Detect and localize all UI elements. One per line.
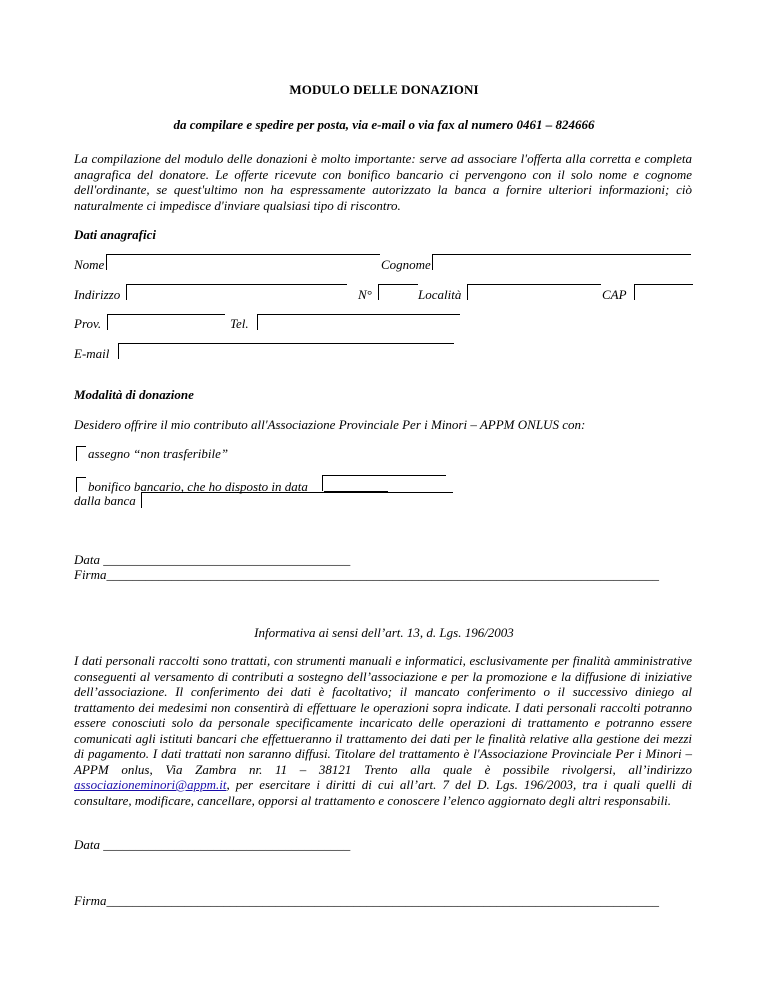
page-subtitle: da compilare e spedire per posta, via e-mail o via fax al numero 0461 – 824666 [173, 117, 595, 132]
nome-field[interactable] [106, 254, 380, 270]
localita-label: Località [418, 287, 462, 302]
indirizzo-label: Indirizzo [74, 287, 121, 302]
cap-label: CAP [602, 287, 627, 302]
anagrafica-heading: Dati anagrafici [74, 227, 156, 242]
localita-field[interactable] [467, 284, 601, 300]
bonifico-data-field[interactable] [322, 475, 446, 491]
privacy-text-after: , per esercitare i diritti di cui all’art. 7 del D. Lgs. 196/2003, tra i quali quelli di consultare, modificare, cancellare, opporsi al trattamento e conoscere l’elenco aggiornato degli altri responsabili. [74, 777, 692, 808]
donazione-description: Desidero offrire il mio contributo all'Associazione Provinciale Per i Minori – APPM ONLUS con: [74, 417, 586, 432]
privacy-email-link[interactable]: associazioneminori@appm.it [74, 777, 227, 792]
cognome-label: Cognome [381, 257, 431, 272]
page-title: MODULO DELLE DONAZIONI [289, 82, 479, 97]
indirizzo-field[interactable] [126, 284, 347, 300]
bonifico-label: bonifico bancario, che ho disposto in data [88, 479, 308, 494]
numero-label: N° [358, 287, 372, 302]
data-line-2[interactable]: Data ______________________________________ [74, 837, 351, 852]
nome-label: Nome [74, 257, 105, 272]
privacy-paragraph [74, 653, 692, 808]
assegno-label: assegno “non trasferibile” [88, 446, 229, 461]
email-label: E-mail [74, 346, 110, 361]
data-line-1[interactable]: Data ______________________________________ [74, 552, 351, 567]
email-field[interactable] [118, 343, 454, 359]
bonifico-checkbox[interactable] [76, 477, 86, 492]
banca-field[interactable] [141, 492, 453, 508]
tel-field[interactable] [257, 314, 460, 330]
prov-field[interactable] [107, 314, 225, 330]
cognome-field[interactable] [432, 254, 691, 270]
firma-line-2[interactable]: Firma_____________________________________________________________________________________ [74, 893, 659, 908]
intro-paragraph: La compilazione del modulo delle donazioni è molto importante: serve ad associare l'offerta alla corretta e completa anagrafica del donatore. Le offerte ricevute con bonifico bancario ci pervengono con il solo nome e cognome dell'ordinante, se quest'ultimo non ha espressamente autorizzato la banca a fornire ulteriori informazioni; ciò naturalmente ci impedisce d'inviare qualsiasi tipo di riscontro. [74, 151, 692, 213]
privacy-heading: Informativa ai sensi dell’art. 13, d. Lgs. 196/2003 [254, 625, 514, 640]
prov-label: Prov. [74, 316, 102, 331]
assegno-checkbox[interactable] [76, 446, 86, 461]
donazione-heading: Modalità di donazione [74, 387, 194, 402]
privacy-text-before: I dati personali raccolti sono trattati, con strumenti manuali e informatici, esclusivamente per finalità amministrative conseguenti al versamento di contributi a sostegno dell’associazione e per la promozione e la diffusione di iniziative dell’associazione. Il conferimento dei dati è facoltativo; il mancato conferimento o il successivo diniego al trattamento dei medesimi non consentirà di effettuare le operazioni sopra indicate. I dati personali raccolti potranno essere conosciuti solo da personale specificamente incaricato delle operazioni di trattamento e potranno essere comunicati agli istituti bancari che effettueranno il trattamento dei dati per le finalità relative alla gestione dei mezzi di pagamento. I dati trattati non saranno diffusi. Titolare del trattamento è l'Associazione Provinciale Per i Minori – APPM onlus, Via Zambra nr. 11 – 38121 Trento alla quale è possibile rivolgersi, all’indirizzo [74, 653, 692, 777]
cap-field[interactable] [634, 284, 693, 300]
tel-label: Tel. [230, 316, 249, 331]
banca-label: dalla banca [74, 493, 136, 508]
numero-field[interactable] [378, 284, 418, 300]
firma-line-1[interactable]: Firma_____________________________________________________________________________________ [74, 567, 659, 582]
